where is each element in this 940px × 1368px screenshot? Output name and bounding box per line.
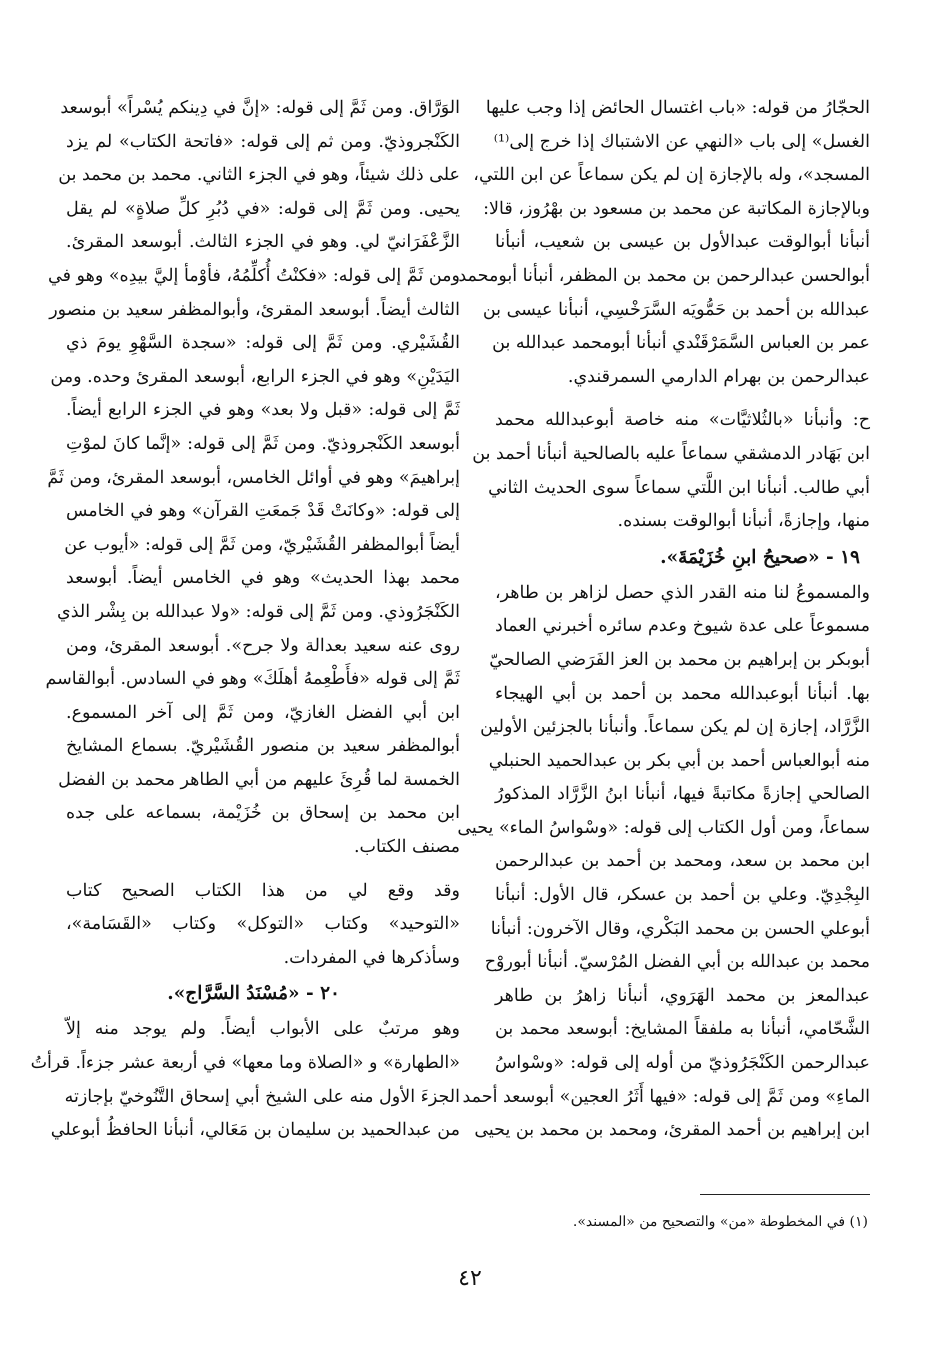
text-line: القُشَيْري. ومن ثَمَّ إلى قوله: «سجدة السَّهْوِ يومَ ذي (66, 333, 460, 354)
text-line: ح: وأنبأنا «بالثُلاثيَّات» منه خاصة أبوعبدالله محمد (495, 410, 870, 431)
text-line: بها. أنبأنا أبوعبدالله محمد بن أحمد بن أبي الهيجاء (495, 683, 870, 704)
text-line: منها، وإجازةً، أنبأنا أبوالوقت بسنده. (617, 511, 870, 532)
text-line: والمسموعُ لنا منه القدر الذي حصل لزاهر بن طاهر، (495, 582, 870, 603)
text-line: الخمسة لما قُرِئَ عليهم من أبي الطاهر محمد بن الفضل (58, 769, 460, 790)
text-line: أبوعلي الحسن بن محمد البَكْري، وقال الآخرون: أنبأنا (490, 918, 870, 939)
paragraph-thulathiyyat (472, 404, 870, 538)
text-line: سماعاً، ومن أول الكتاب إلى قوله: «وسْواسُ الماء» يحيى (457, 817, 870, 838)
page-number: ٤٢ (458, 1266, 482, 1291)
text-line: مصنف الكتاب. (353, 837, 460, 858)
text-line: الوَرَّاق. ومن ثَمَّ إلى قوله: «إنَّ في دِينكم يُسْراً» أبوسعد (60, 98, 460, 118)
text-line: عبدالرحمن بن بهرام الدارمي السمرقندي. (567, 366, 870, 387)
paragraph-musnad-sarraj (30, 1013, 460, 1147)
text-line: على ذلك شيئاً، وهو في الجزء الثاني. محمد بن محمد بن (58, 165, 460, 186)
text-line: أبوالمظفر سعيد بن منصور القُشَيْريّ. بسماع المشايخ (66, 736, 460, 757)
text-line: ابن أبي الفضل الغازيّ، ومن ثَمَّ إلى آخر المسموع. (66, 702, 460, 723)
text-line: الصالحي إجازةً مكاتبةً فيها، أنبأنا ابنُ الزَّرَّاد المذكورُ (495, 784, 870, 805)
text-line: إبراهيمَ» وهو في أوائل الخامس، أبوسعد المقرئ، ومن ثَمَّ (47, 467, 460, 488)
text-line: الجزءَ الأول منه على الشيخ أبي إسحاق التَّنُوخيّ بإجازته (64, 1086, 460, 1107)
text-line: أيضاً أبوالمظفر القُشَيْريّ، ومن ثَمَّ إلى قوله: «أيوب عن (64, 534, 460, 555)
text-line: الزَّعْفَرَانيّ لي. وهو في الجزء الثالث. أبوسعد المقرئ. (66, 232, 460, 253)
text-line: ابن محمد بن سعد، ومحمد بن أحمد بن عبدالرحمن (495, 851, 870, 872)
text-line: الشَّحّامي، أنبأنا به ملفقاً المشايخ: أبوسعد محمد بن (495, 1019, 870, 1040)
paragraph-ibn-khuzayma (457, 577, 870, 1148)
text-line: وقد وقع لي من هذا الكتاب الصحيح كتاب (66, 880, 460, 901)
text-line: مسموعاً على عدة شيوخ وعدم سائره أخبرني العماد (495, 616, 870, 637)
text-line: روى عنه سعيد بعدالة ولا جرح». أبوسعد المقرئ، ومن (66, 635, 460, 656)
text-line: من عبدالحميد بن سليمان بن مَعَالي، أنبأنا الحافظُ أبوعلي (50, 1120, 460, 1141)
text-line: ثَمَّ إلى قوله: «قبل ولا بعد» وهو في الجزء الرابع أيضاً. (66, 400, 460, 421)
text-line: الكَنْجروذيّ. ومن ثم إلى قوله: «فاتحة الكتاب» لم يزد (66, 131, 460, 152)
text-line: الزَّرَّاد، إجازة إن لم يكن سماعاً. وأنبأنا بالجزئين الأولين (480, 717, 870, 738)
text-line: محمد بن عبدالله بن أبي الفضل المُرْسيّ. أنبأنا أبوروْح (484, 952, 870, 973)
text-line: منه أبوالعباس أحمد بن أبي بكر بن عبدالحميد الحنبلي (488, 750, 870, 771)
paragraph-hajjar (458, 92, 870, 394)
text-line: أنبأنا أبوالوقت عبدالأول بن عيسى بن شعيب، أنبأنا (495, 232, 870, 253)
text-line: وسأذكرها في المفردات. (283, 947, 460, 968)
text-line: وبالإجازة المكاتبة عن محمد بن مسعود بن بهْرُوز، قالا: (483, 198, 870, 219)
text-line: يحيى. ومن ثَمَّ إلى قوله: «في دُبُرِ كلِّ صلاةٍ» لم يقل (66, 198, 460, 219)
text-line: أبوبكر بن إبراهيم بن محمد بن العز الفَرَضي الصالحيّ (489, 649, 870, 670)
text-line: ومن ثَمَّ إلى قوله: «فكنْتُ أُكلِّمُهُ، فأوْمأ إليَّ بيدِه» وهو في (48, 265, 460, 286)
text-line: ابن بَهَادر الدمشقي سماعاً عليه بالصالحية أنبأنا أحمد بن (472, 443, 870, 464)
text-line: البِجْدِيّ. وعلي بن أحمد بن عسكر، قال الأول: أنبأنا (495, 885, 870, 906)
footnote-divider (700, 1194, 870, 1195)
text-line: عبدالله بن أحمد بن حَمُّويَه السَّرَخْسِي، أنبأنا عيسى بن (482, 299, 870, 320)
text-line: الثالث أيضاً. أبوسعد المقرئ، وأبوالمظفر سعيد بن منصور (49, 299, 460, 320)
paragraph-tawhid (66, 875, 460, 976)
text-line: عمر بن العباس السَّمَرْقَنْدي أنبأنا أبومحمد عبدالله بن (492, 333, 870, 354)
text-line: أبي طالب. أنبأنا ابن اللَّتي سماعاً سوى الحديث الثاني (488, 477, 870, 498)
text-line: «التوحيد» وكتاب «التوكل» وكتاب «القَسَامة»، (66, 914, 460, 935)
section-heading-19: ١٩ - «صحيحُ ابنِ خُزَيْمَةَ». (660, 546, 860, 568)
text-line: إلى قوله: «وكانَتْ قَدْ جَمعَتِ القرآن» وهو في الخامس (66, 501, 460, 522)
text-line: الغسل» إلى باب «النهي عن الاشتباك إذا خرج إلى⁽¹⁾ (493, 131, 870, 152)
text-line: وهو مرتبٌ على الأبواب أيضاً. ولم يوجد منه إلاّ (66, 1019, 460, 1040)
text-line: ثَمَّ إلى قوله «فأَطْعِمهُ أهلَكَ» وهو في السادس. أبوالقاسم (45, 669, 460, 690)
text-line: المسجد»، وله بالإجازة إن لم يكن سماعاً عن ابن اللتي، (473, 165, 870, 186)
text-line: الماءِ» ومن ثَمَّ إلى قوله: «فيها أَثَرُ العجين» أبوسعد أحمد (462, 1086, 870, 1107)
text-line: محمد بهذا الحديث» وهو في الخامس أيضاً. أبوسعد (66, 568, 460, 589)
text-line: ابن محمد بن إسحاق بن خُزَيْمة، بسماعه على جده (66, 803, 460, 824)
text-line: «الطهارة» و «الصلاة وما معها» في أربعة عشر جزءاً. قرأتُ (30, 1053, 460, 1074)
footnote: (١) في المخطوطة «من» والتصحيح من «المسند». (572, 1214, 868, 1230)
right-column (457, 92, 870, 1148)
text-line: الكَنْجَرُوذي. ومن ثَمَّ إلى قوله: «ولا عبدالله بن بِشْر الذي (57, 601, 460, 622)
text-line: أبوسعد الكَنْجروذيّ. ومن ثَمَّ إلى قوله: «إنَّما كانَ لموْتِ (66, 433, 460, 454)
text-line: اليَدَيْنِ» وهو في الجزء الرابع، أبوسعد المقرئ وحده. ومن (50, 366, 460, 387)
section-heading-20: ٢٠ - «مُسْنَدُ السَّرَّاج». (167, 983, 340, 1005)
paragraph-warraq (45, 92, 460, 865)
text-line: الحجّارُ من قوله: «باب اغتسال الحائض إذا وجب عليها (485, 98, 870, 118)
text-line: أبوالحسن عبدالرحمن بن محمد بن المظفر، أنبأنا أبومحمد (458, 265, 870, 286)
left-column (30, 92, 460, 1148)
text-line: عبدالمعز بن محمد الهَرَوي، أنبأنا زاهرُ بن طاهر (495, 985, 870, 1006)
text-line: ابن إبراهيم بن أحمد المقرئ، ومحمد بن محمد بن يحيى (474, 1120, 870, 1141)
text-line: عبدالرحمن الكَنْجَرُوذيّ من أوله إلى قوله: «وسْواسُ (495, 1053, 870, 1074)
